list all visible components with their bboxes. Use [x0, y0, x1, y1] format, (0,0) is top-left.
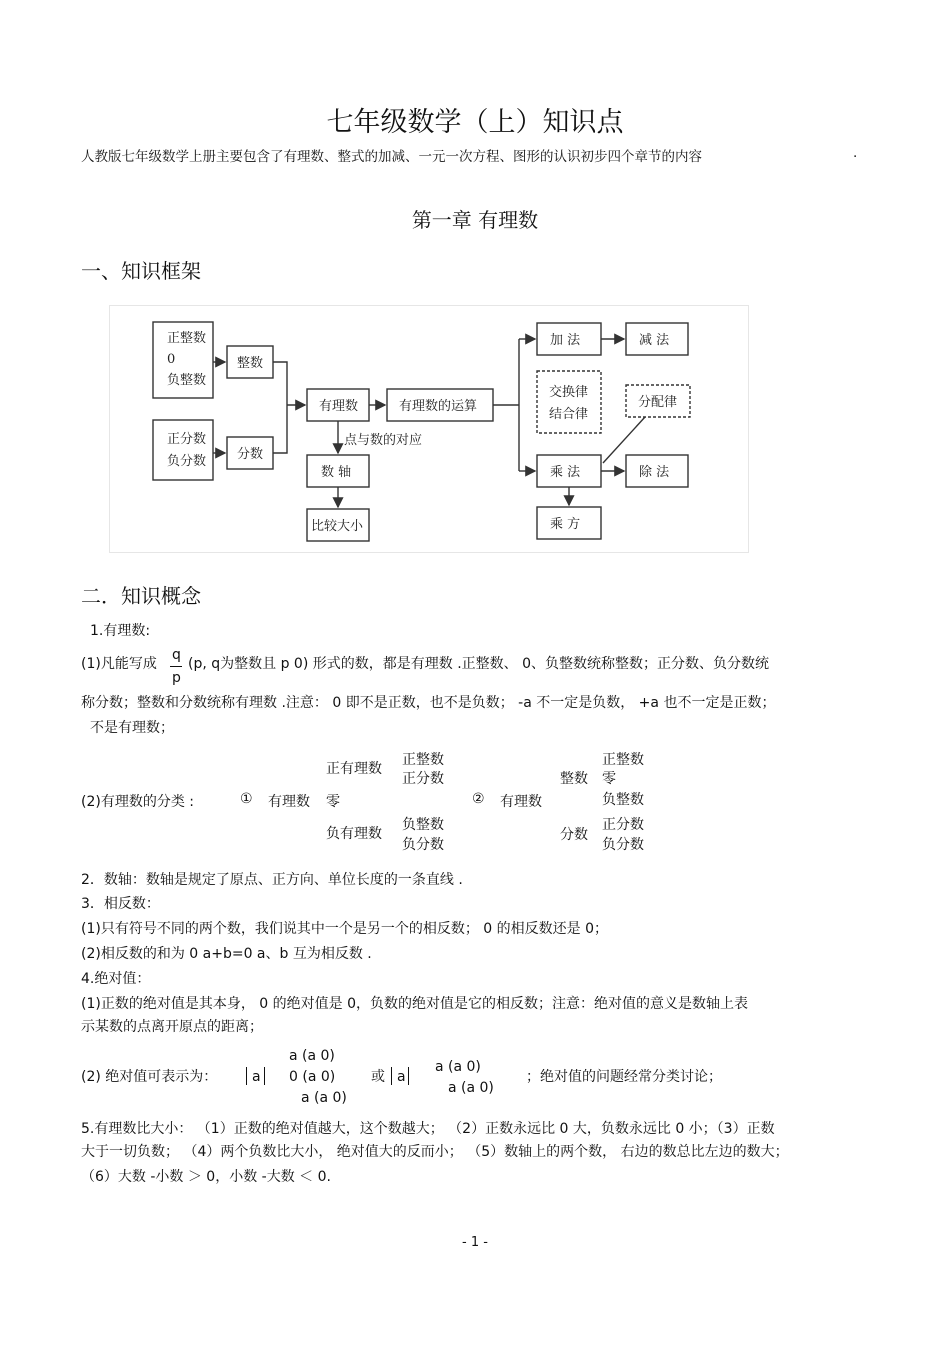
label-power: 乘 方 [550, 517, 581, 532]
classification-1-positive-fraction: 正分数 [402, 771, 444, 787]
concept-1-line-b: (p, q为整数且 p 0) 形式的数，都是有理数 .正整数、 0、负整数统称整数；正分数、负分数统 [188, 656, 769, 672]
classification-1-positive-integer: 正整数 [402, 752, 444, 768]
classification-2-negative-fraction: 负分数 [602, 837, 644, 853]
concept-3-line-2: (2)相反数的和为 0 a+b=0 a、b 互为相反数 . [81, 946, 372, 962]
label-multiplication: 乘 法 [550, 465, 581, 480]
label-subtraction: 减 法 [639, 333, 670, 348]
classification-2-mark: ② [472, 791, 485, 807]
label-compare: 比较大小 [311, 519, 364, 534]
fraction-denominator: p [172, 670, 181, 686]
concept-4-line-1a: (1)正数的绝对值是其本身， 0 的绝对值是 0，负数的绝对值是它的相反数；注意：绝对值的意义是数轴上表 [81, 996, 748, 1012]
label-negative-integer: 负整数 [167, 373, 207, 388]
box-fraction-group [153, 420, 213, 480]
label-point-correspondence: 点与数的对应 [344, 433, 423, 448]
concept-5-line-1: 5.有理数比大小： （1）正数的绝对值越大，这个数越大； （2）正数永远比 0 大，负数永远比 0 小；（3）正数 [81, 1121, 775, 1137]
label-positive-fraction: 正分数 [167, 432, 207, 447]
label-associative: 结合律 [549, 407, 589, 422]
classification-1-mark: ① [240, 791, 253, 807]
fraction-bar [170, 666, 182, 667]
concept-4-line-1b: 示某数的点离开原点的距离； [81, 1019, 263, 1035]
page-number: - 1 - [462, 1235, 488, 1250]
concept-5-line-2: 大于一切负数； （4）两个负数比大小， 绝对值大的反而小； （5）数轴上的两个数， 右边的数总比左边的数大； [81, 1144, 789, 1160]
classification-2-positive-integer: 正整数 [602, 752, 644, 768]
concept-3-line-1: (1)只有符号不同的两个数，我们说其中一个是另一个的相反数； 0 的相反数还是 0； [81, 921, 608, 937]
label-distributive: 分配律 [638, 395, 678, 410]
classification-2-integer: 整数 [560, 771, 588, 787]
fraction-numerator: q [172, 647, 181, 663]
page-title: 七年级数学（上）知识点 [326, 107, 624, 138]
intro-end: . [853, 145, 858, 161]
label-operations: 有理数的运算 [399, 399, 478, 414]
classification-1-negative: 负有理数 [326, 826, 382, 842]
classification-label: (2)有理数的分类 : [81, 794, 194, 810]
section-heading-concepts: 二．知识概念 [81, 584, 201, 608]
section-heading-framework: 一、知识框架 [81, 259, 201, 283]
label-fraction: 分数 [237, 447, 264, 462]
label-zero: 0 [167, 352, 176, 367]
concept-5-line-3: （6）大数 -小数 ＞ 0，小数 -大数 ＜ 0. [81, 1169, 331, 1185]
classification-1-positive: 正有理数 [326, 761, 382, 777]
classification-1-negative-fraction: 负分数 [402, 837, 444, 853]
concept-4-line-2a: (2) 绝对值可表示为： [81, 1069, 218, 1085]
abs-or: 或 [371, 1069, 385, 1085]
abs-bar-right-1 [264, 1067, 265, 1085]
concept-heading-3: 3．相反数： [81, 896, 160, 912]
classification-2-root: 有理数 [500, 794, 542, 810]
classification-2-zero: 零 [602, 771, 616, 787]
box-laws [537, 371, 601, 433]
intro-text: 人教版七年级数学上册主要包含了有理数、整式的加减、一元一次方程、图形的认识初步四个章节的内容 [81, 149, 702, 165]
classification-2-positive-fraction: 正分数 [602, 817, 644, 833]
concept-1-line-c: 称分数；整数和分数统称有理数 .注意： 0 即不是正数，也不是负数； -a 不一定是负数， +a 也不一定是正数； [81, 695, 776, 711]
label-positive-integer: 正整数 [167, 331, 207, 346]
classification-2-negative-integer: 负整数 [602, 792, 644, 808]
abs-case-2-row-1: a (a 0) [435, 1059, 481, 1075]
abs-bar-right-2 [408, 1067, 409, 1085]
label-division: 除 法 [639, 465, 670, 480]
concept-1-line-d: 不是有理数； [90, 720, 174, 736]
abs-case-1-row-3: a (a 0) [301, 1090, 347, 1106]
label-integer: 整数 [237, 356, 264, 371]
chapter-heading: 第一章 有理数 [411, 208, 539, 232]
label-number-axis: 数 轴 [321, 465, 352, 480]
concept-heading-4: 4.绝对值： [81, 971, 151, 987]
concept-heading-1: 1.有理数: [90, 623, 151, 639]
abs-value-2: a [397, 1069, 406, 1085]
classification-1-negative-integer: 负整数 [402, 817, 444, 833]
label-negative-fraction: 负分数 [167, 454, 207, 469]
abs-bar-left-2 [391, 1067, 392, 1085]
concept-heading-2: 2．数轴：数轴是规定了原点、正方向、单位长度的一条直线 . [81, 872, 463, 888]
label-addition: 加 法 [550, 333, 581, 348]
abs-bar-left-1 [246, 1067, 247, 1085]
abs-value-1: a [252, 1069, 261, 1085]
abs-case-1-row-1: a (a 0) [289, 1048, 335, 1064]
abs-case-1-row-2: 0 (a 0) [289, 1069, 336, 1085]
concept-4-line-2b: ；绝对值的问题经常分类讨论； [526, 1069, 722, 1085]
concept-1-line-a: (1)凡能写成 [81, 656, 157, 672]
label-commutative: 交换律 [549, 385, 589, 400]
classification-2-fraction: 分数 [560, 827, 588, 843]
knowledge-framework-diagram [109, 305, 749, 553]
label-rational: 有理数 [319, 399, 359, 414]
abs-case-2-row-2: a (a 0) [448, 1080, 494, 1096]
classification-1-root: 有理数 [268, 794, 310, 810]
classification-1-zero: 零 [326, 794, 340, 810]
